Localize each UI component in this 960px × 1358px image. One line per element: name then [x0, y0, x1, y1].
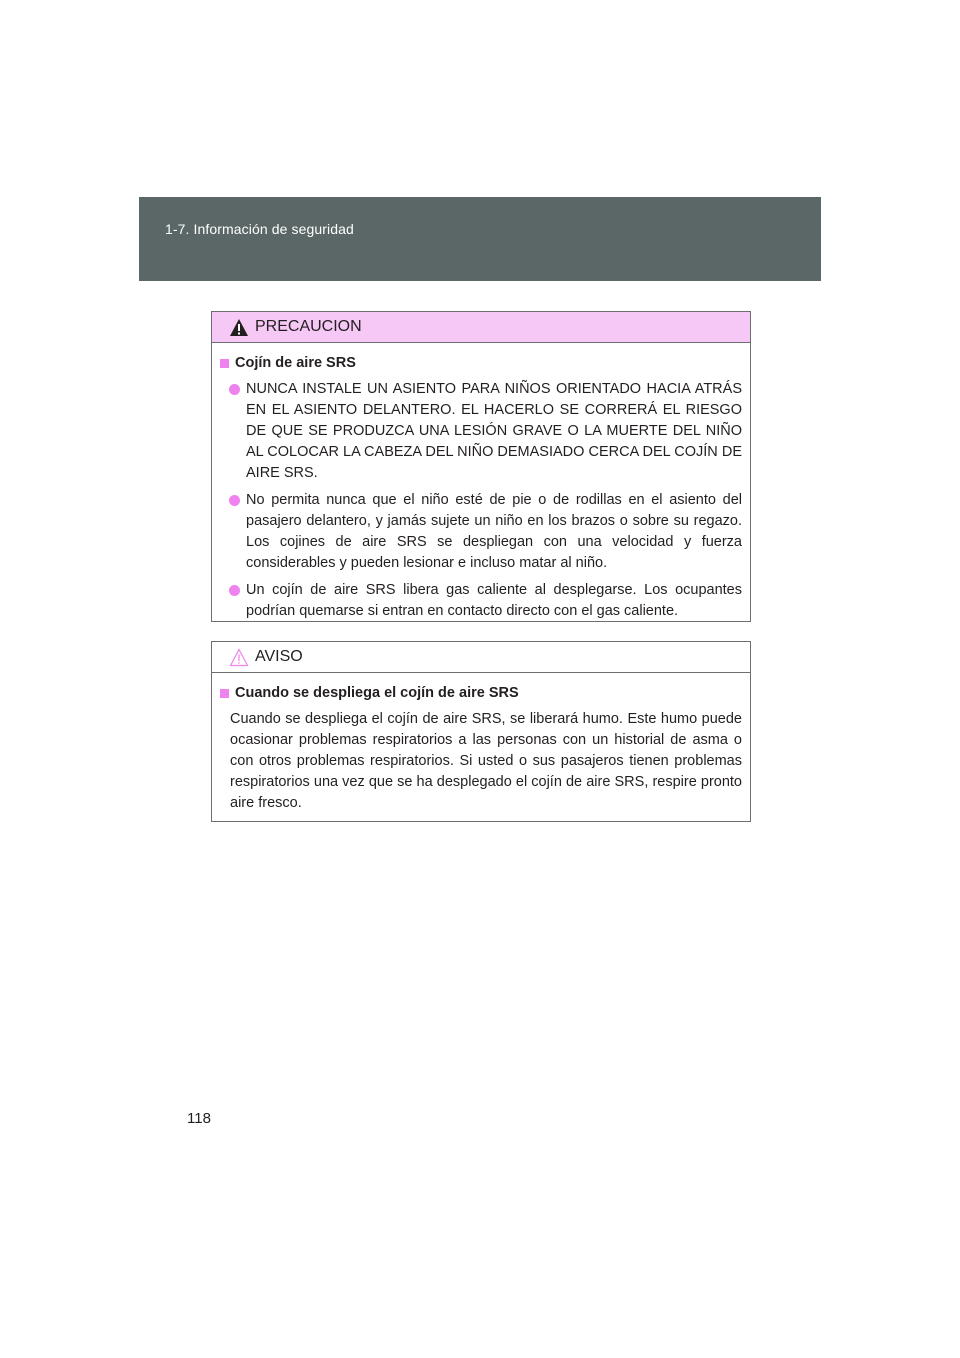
caution-item-text: No permita nunca que el niño esté de pie o de rodillas en el asiento del pasajero delantero, y jamás sujete un niño en los brazos o sobre su regazo. Los cojines de aire SRS se despliegan con una velocidad y fuerza considerables y pueden lesionar e incluso matar al niño.	[246, 492, 742, 571]
notice-box	[211, 641, 751, 822]
circle-bullet-icon	[229, 495, 240, 506]
caution-label: PRECAUCION	[255, 318, 362, 335]
square-bullet-icon	[220, 359, 229, 368]
section-title: 1-7. Información de seguridad	[165, 221, 354, 237]
caution-heading-text: Cojín de aire SRS	[235, 355, 356, 371]
circle-bullet-icon	[229, 585, 240, 596]
caution-heading	[220, 353, 742, 373]
notice-heading-text: Cuando se despliega el cojín de aire SRS	[235, 685, 519, 701]
square-bullet-icon	[220, 689, 229, 698]
circle-bullet-icon	[229, 384, 240, 395]
notice-box-header	[212, 642, 750, 673]
warning-triangle-outline-icon	[229, 648, 249, 667]
page-number: 118	[187, 1110, 211, 1127]
notice-heading	[220, 683, 742, 703]
caution-item	[220, 379, 742, 484]
caution-item-text: NUNCA INSTALE UN ASIENTO PARA NIÑOS ORIENTADO HACIA ATRÁS EN EL ASIENTO DELANTERO. EL HACERLO SE CORRERÁ EL RIESGO DE QUE SE PRODUZCA UNA LESIÓN GRAVE O LA MUERTE DEL NIÑO AL COLOCAR LA CABEZA DEL NIÑO DEMASIADO CERCA DEL COJÍN DE AIRE SRS.	[246, 381, 742, 481]
caution-item-text: Un cojín de aire SRS libera gas caliente al desplegarse. Los ocupantes podrían quemarse si entran en contacto directo con el gas caliente.	[246, 582, 742, 619]
notice-paragraph: Cuando se despliega el cojín de aire SRS, se liberará humo. Este humo puede ocasionar problemas respiratorios a las personas con un historial de asma o con otros problemas respiratorios. Si usted o sus pasajeros tienen problemas respiratorios una vez que se ha desplegado el cojín de aire SRS, respire pronto aire fresco.	[230, 711, 742, 811]
warning-triangle-icon	[229, 318, 249, 337]
notice-label: AVISO	[255, 648, 303, 665]
notice-box-body	[212, 673, 750, 814]
caution-box	[211, 311, 751, 622]
caution-box-body	[212, 343, 750, 622]
section-header-band	[139, 197, 821, 281]
caution-item	[220, 490, 742, 574]
caution-item	[220, 580, 742, 622]
caution-box-header	[212, 312, 750, 343]
